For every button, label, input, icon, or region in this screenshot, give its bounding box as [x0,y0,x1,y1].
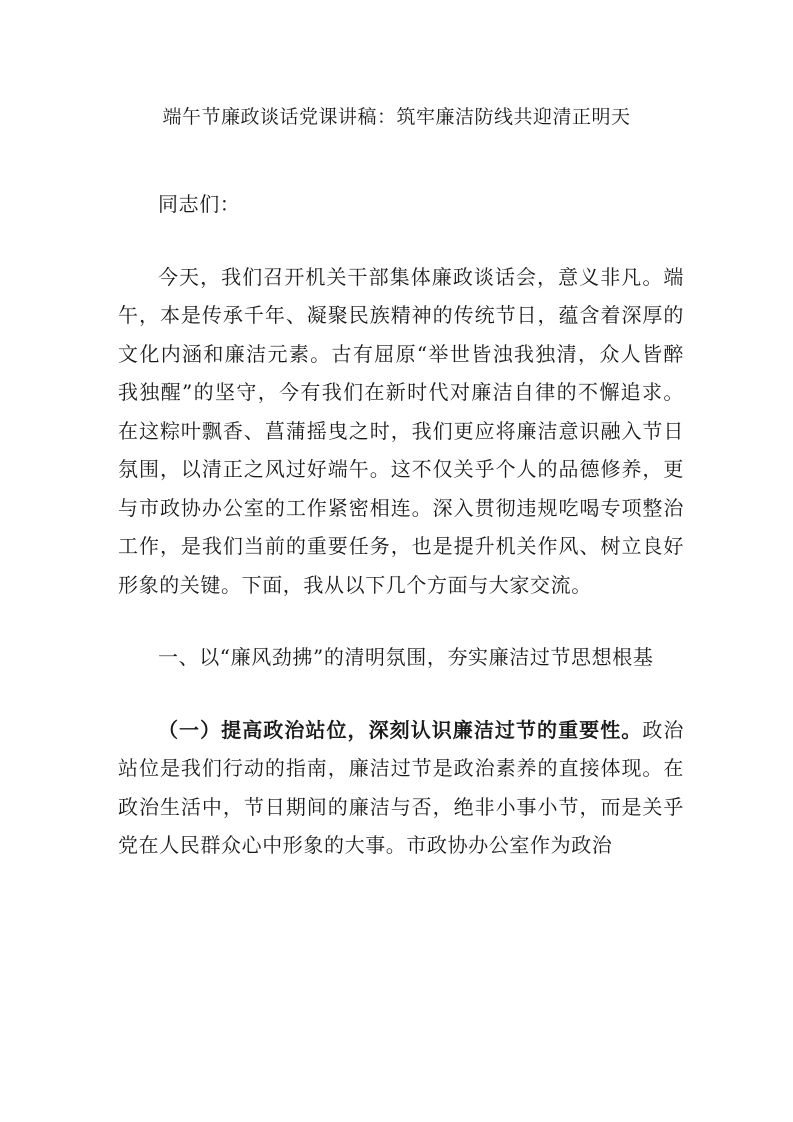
document-body [118,185,684,865]
salutation: 同志们： [158,192,241,216]
intro-paragraph: 今天，我们召开机关干部集体廉政谈话会，意义非凡。端午，本是传承千年、凝聚民族精神的传统节日，蕴含着深厚的文化内涵和廉洁元素。古有屈原“举世皆浊我独清，众人皆醉我独醒”的坚守，今有我们在新时代对廉洁自律的不懈追求。在这粽叶飘香、菖蒲摇曳之时，我们更应将廉洁意识融入节日氛围，以清正之风过好端午。这不仅关乎个人的品德修养，更与市政协办公室的工作紧密相连。深入贯彻违规吃喝专项整治工作，是我们当前的重要任务，也是提升机关作风、树立良好形象的关键。下面，我从以下几个方面与大家交流。 [118,264,684,597]
subsection-paragraph-1 [118,711,684,865]
subsection-lead-1: （一）提高政治站位，深刻认识廉洁过节的重要性。 [158,717,643,742]
section-heading-1: 一、以“廉风劲拂”的清明氛围，夯实廉洁过节思想根基 [158,645,654,669]
document-title: 端午节廉政谈话党课讲稿：筑牢廉洁防线共迎清正明天 [162,106,631,128]
subsection-body-1: 政治站位是我们行动的指南，廉洁过节是政治素养的直接体现。在政治生活中，节日期间的廉洁与否，绝非小事小节，而是关乎党在人民群众心中形象的大事。市政协办公室作为政治 [118,717,684,857]
